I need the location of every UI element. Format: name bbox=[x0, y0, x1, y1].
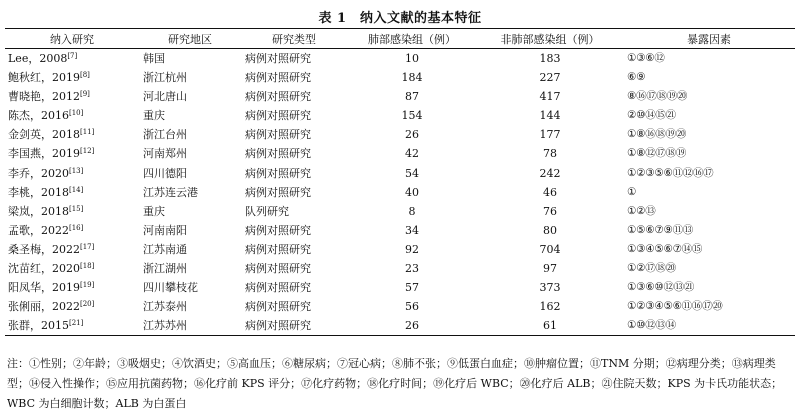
noninfected-count-cell: 242 bbox=[539, 166, 561, 180]
noninfected-count-cell: 97 bbox=[543, 261, 557, 275]
exposure-factors-cell: ①③⑥⑫ bbox=[627, 52, 665, 64]
table-row bbox=[5, 278, 795, 297]
study-cell bbox=[5, 183, 139, 202]
infected-count-cell: 54 bbox=[405, 166, 419, 180]
table-row bbox=[5, 49, 795, 69]
region-cell: 重庆 bbox=[143, 109, 165, 123]
type-cell: 病例对照研究 bbox=[245, 128, 311, 142]
header-study: 纳入研究 bbox=[5, 29, 139, 49]
exposure-factors-cell: ②⑩⑭⑮㉑ bbox=[627, 109, 676, 122]
study-author-year: 张群，2015 bbox=[8, 319, 69, 333]
region-cell: 江苏连云港 bbox=[143, 185, 198, 199]
table-row bbox=[5, 183, 795, 202]
study-author-year: 桑圣梅，2022 bbox=[8, 242, 80, 256]
exposure-factors-cell: ①②③④⑤⑥⑪⑯⑰⑳ bbox=[627, 300, 723, 313]
study-cell bbox=[5, 87, 139, 106]
study-author-year: 鲍秋红，2019 bbox=[8, 71, 80, 85]
noninfected-count-cell: 80 bbox=[543, 223, 557, 237]
infected-count-cell: 56 bbox=[405, 300, 419, 314]
noninfected-count-cell: 76 bbox=[543, 204, 557, 218]
header-factors: 暴露因素 bbox=[623, 29, 795, 49]
study-author-year: 李桃，2018 bbox=[8, 185, 69, 199]
study-author-year: 张俐丽，2022 bbox=[8, 300, 80, 314]
reference-number[interactable]: [14] bbox=[69, 185, 84, 194]
table-row bbox=[5, 106, 795, 125]
exposure-factors-cell: ①⑧⑫⑰⑱⑲ bbox=[627, 147, 687, 160]
study-cell bbox=[5, 221, 139, 240]
infected-count-cell: 154 bbox=[401, 109, 423, 123]
reference-number[interactable]: [17] bbox=[80, 242, 95, 251]
study-cell bbox=[5, 316, 139, 336]
infected-count-cell: 10 bbox=[405, 52, 419, 65]
noninfected-count-cell: 177 bbox=[539, 128, 561, 142]
exposure-factors-cell: ①⑩⑫⑬⑭ bbox=[623, 316, 795, 336]
type-cell: 病例对照研究 bbox=[245, 223, 311, 237]
study-author-year: Lee，2008 bbox=[8, 52, 68, 65]
study-cell bbox=[5, 49, 139, 69]
exposure-factors-cell: ①③⑥⑩⑫⑬㉑ bbox=[627, 281, 695, 294]
region-cell: 四川德阳 bbox=[143, 166, 187, 180]
study-author-year: 陈杰，2016 bbox=[8, 109, 69, 123]
region-cell: 江苏苏州 bbox=[139, 316, 241, 336]
exposure-factors-cell: ①②③⑤⑥⑪⑫⑯⑰ bbox=[627, 166, 714, 179]
study-author-year: 孟歌，2022 bbox=[8, 223, 69, 237]
table-row bbox=[5, 240, 795, 259]
type-cell: 病例对照研究 bbox=[245, 109, 311, 123]
region-cell: 江苏泰州 bbox=[143, 300, 187, 314]
study-author-year: 阳凤华，2019 bbox=[8, 281, 80, 295]
reference-number[interactable]: [18] bbox=[80, 261, 95, 270]
infected-count-cell: 42 bbox=[405, 147, 419, 161]
noninfected-count-cell: 78 bbox=[543, 147, 557, 161]
exposure-factors-cell: ⑧⑯⑰⑱⑲⑳ bbox=[627, 90, 688, 103]
infected-count-cell: 92 bbox=[405, 242, 419, 256]
header-type: 研究类型 bbox=[241, 29, 347, 49]
exposure-factors-cell: ①⑧⑯⑱⑲⑳ bbox=[627, 128, 687, 141]
table-row bbox=[5, 87, 795, 106]
reference-number[interactable]: [16] bbox=[69, 223, 84, 232]
reference-number[interactable]: [11] bbox=[80, 128, 95, 137]
table-caption: 表 1 纳入文献的基本特征 bbox=[318, 11, 482, 26]
noninfected-count-cell: 417 bbox=[539, 90, 561, 104]
table-row bbox=[5, 68, 795, 87]
type-cell: 队列研究 bbox=[245, 204, 289, 218]
region-cell: 浙江杭州 bbox=[143, 71, 187, 85]
table-header-row bbox=[5, 29, 795, 49]
reference-number[interactable]: [20] bbox=[80, 300, 95, 309]
reference-number[interactable]: [12] bbox=[80, 147, 95, 156]
infected-count-cell: 57 bbox=[405, 281, 419, 295]
reference-number[interactable]: [21] bbox=[69, 319, 84, 328]
type-cell: 病例对照研究 bbox=[245, 166, 311, 180]
reference-number[interactable]: [9] bbox=[80, 90, 90, 99]
study-author-year: 沈苗红，2020 bbox=[8, 261, 80, 275]
region-cell: 江苏南通 bbox=[143, 242, 187, 256]
region-cell: 浙江台州 bbox=[143, 128, 187, 142]
infected-count-cell: 8 bbox=[408, 204, 416, 218]
type-cell: 病例对照研究 bbox=[245, 242, 311, 256]
type-cell: 病例对照研究 bbox=[245, 147, 311, 161]
noninfected-count-cell: 183 bbox=[539, 52, 561, 65]
table-row bbox=[5, 202, 795, 221]
region-cell: 重庆 bbox=[143, 204, 165, 218]
noninfected-count-cell: 227 bbox=[539, 71, 561, 85]
table-footnote: 注：①性别；②年龄；③吸烟史；④饮酒史；⑤高血压；⑥糖尿病；⑦冠心病；⑧肺不张；⑨低蛋白血症；⑩肿瘤位置；⑪TNM 分期；⑫病理分类；⑬病理类型；⑭侵入性操作；⑮应用抗菌药物；⑯化疗前 KPS 评分；⑰化疗药物；⑱化疗时间；⑲化疗后 WBC；⑳化疗后 ALB；㉑住院天数；KPS 为卡氏功能状态；WBC 为白细胞计数；ALB 为白蛋白 bbox=[7, 357, 783, 410]
noninfected-count-cell: 162 bbox=[539, 300, 561, 314]
header-infected: 肺部感染组（例） bbox=[347, 29, 477, 49]
reference-number[interactable]: [19] bbox=[80, 281, 95, 290]
region-cell: 浙江湖州 bbox=[143, 261, 187, 275]
noninfected-count-cell: 46 bbox=[543, 185, 557, 199]
study-cell bbox=[5, 202, 139, 221]
table-row bbox=[5, 144, 795, 163]
exposure-factors-cell: ①⑤⑥⑦⑨⑪⑬ bbox=[627, 223, 693, 236]
type-cell: 病例对照研究 bbox=[245, 52, 311, 65]
study-author-year: 金剑英，2018 bbox=[8, 128, 80, 142]
exposure-factors-cell: ①②⑬ bbox=[627, 204, 656, 217]
study-cell bbox=[5, 259, 139, 278]
region-cell: 河南郑州 bbox=[143, 147, 187, 161]
study-author-year: 李乔，2020 bbox=[8, 166, 69, 180]
noninfected-count-cell: 373 bbox=[539, 281, 561, 295]
region-cell: 韩国 bbox=[143, 52, 165, 65]
study-author-year: 梁岚，2018 bbox=[8, 204, 69, 218]
reference-number[interactable]: [13] bbox=[69, 166, 84, 175]
infected-count-cell: 40 bbox=[405, 185, 419, 199]
noninfected-count-cell: 144 bbox=[539, 109, 561, 123]
type-cell: 病例对照研究 bbox=[241, 316, 347, 336]
header-region: 研究地区 bbox=[139, 29, 241, 49]
noninfected-count-cell: 704 bbox=[539, 242, 561, 256]
type-cell: 病例对照研究 bbox=[245, 90, 311, 104]
reference-number[interactable]: [15] bbox=[69, 204, 84, 213]
reference-number[interactable]: [10] bbox=[69, 109, 84, 118]
table-row bbox=[5, 221, 795, 240]
type-cell: 病例对照研究 bbox=[245, 261, 311, 275]
exposure-factors-cell: ①②⑰⑱⑳ bbox=[627, 261, 676, 274]
study-cell bbox=[5, 144, 139, 163]
infected-count-cell: 23 bbox=[405, 261, 419, 275]
study-cell bbox=[5, 278, 139, 297]
header-noninfected: 非肺部感染组（例） bbox=[477, 29, 623, 49]
exposure-factors-cell: ⑥⑨ bbox=[627, 71, 646, 84]
infected-count-cell: 184 bbox=[401, 71, 423, 85]
study-cell bbox=[5, 106, 139, 125]
reference-number[interactable]: [8] bbox=[80, 71, 90, 80]
study-cell bbox=[5, 125, 139, 144]
type-cell: 病例对照研究 bbox=[245, 281, 311, 295]
table-body bbox=[5, 49, 795, 336]
region-cell: 河南南阳 bbox=[143, 223, 187, 237]
study-author-year: 李国燕，2019 bbox=[8, 147, 80, 161]
table-row bbox=[5, 316, 795, 336]
study-cell bbox=[5, 68, 139, 87]
type-cell: 病例对照研究 bbox=[245, 300, 311, 314]
infected-count-cell: 87 bbox=[405, 90, 419, 104]
type-cell: 病例对照研究 bbox=[245, 71, 311, 85]
study-cell bbox=[5, 163, 139, 182]
exposure-factors-cell: ① bbox=[627, 185, 637, 198]
table-row bbox=[5, 125, 795, 144]
region-cell: 四川攀枝花 bbox=[143, 281, 198, 295]
infected-count-cell: 26 bbox=[347, 316, 477, 336]
table-row bbox=[5, 297, 795, 316]
infected-count-cell: 26 bbox=[405, 128, 419, 142]
study-author-year: 曹晓艳，2012 bbox=[8, 90, 80, 104]
reference-number[interactable]: [7] bbox=[67, 52, 78, 60]
study-cell bbox=[5, 297, 139, 316]
infected-count-cell: 34 bbox=[405, 223, 419, 237]
study-cell bbox=[5, 240, 139, 259]
region-cell: 河北唐山 bbox=[143, 90, 187, 104]
exposure-factors-cell: ①③④⑤⑥⑦⑭⑮ bbox=[627, 242, 703, 255]
table-row bbox=[5, 259, 795, 278]
table-row bbox=[5, 163, 795, 182]
characteristics-table bbox=[5, 28, 795, 336]
type-cell: 病例对照研究 bbox=[245, 185, 311, 199]
noninfected-count-cell: 61 bbox=[477, 316, 623, 336]
